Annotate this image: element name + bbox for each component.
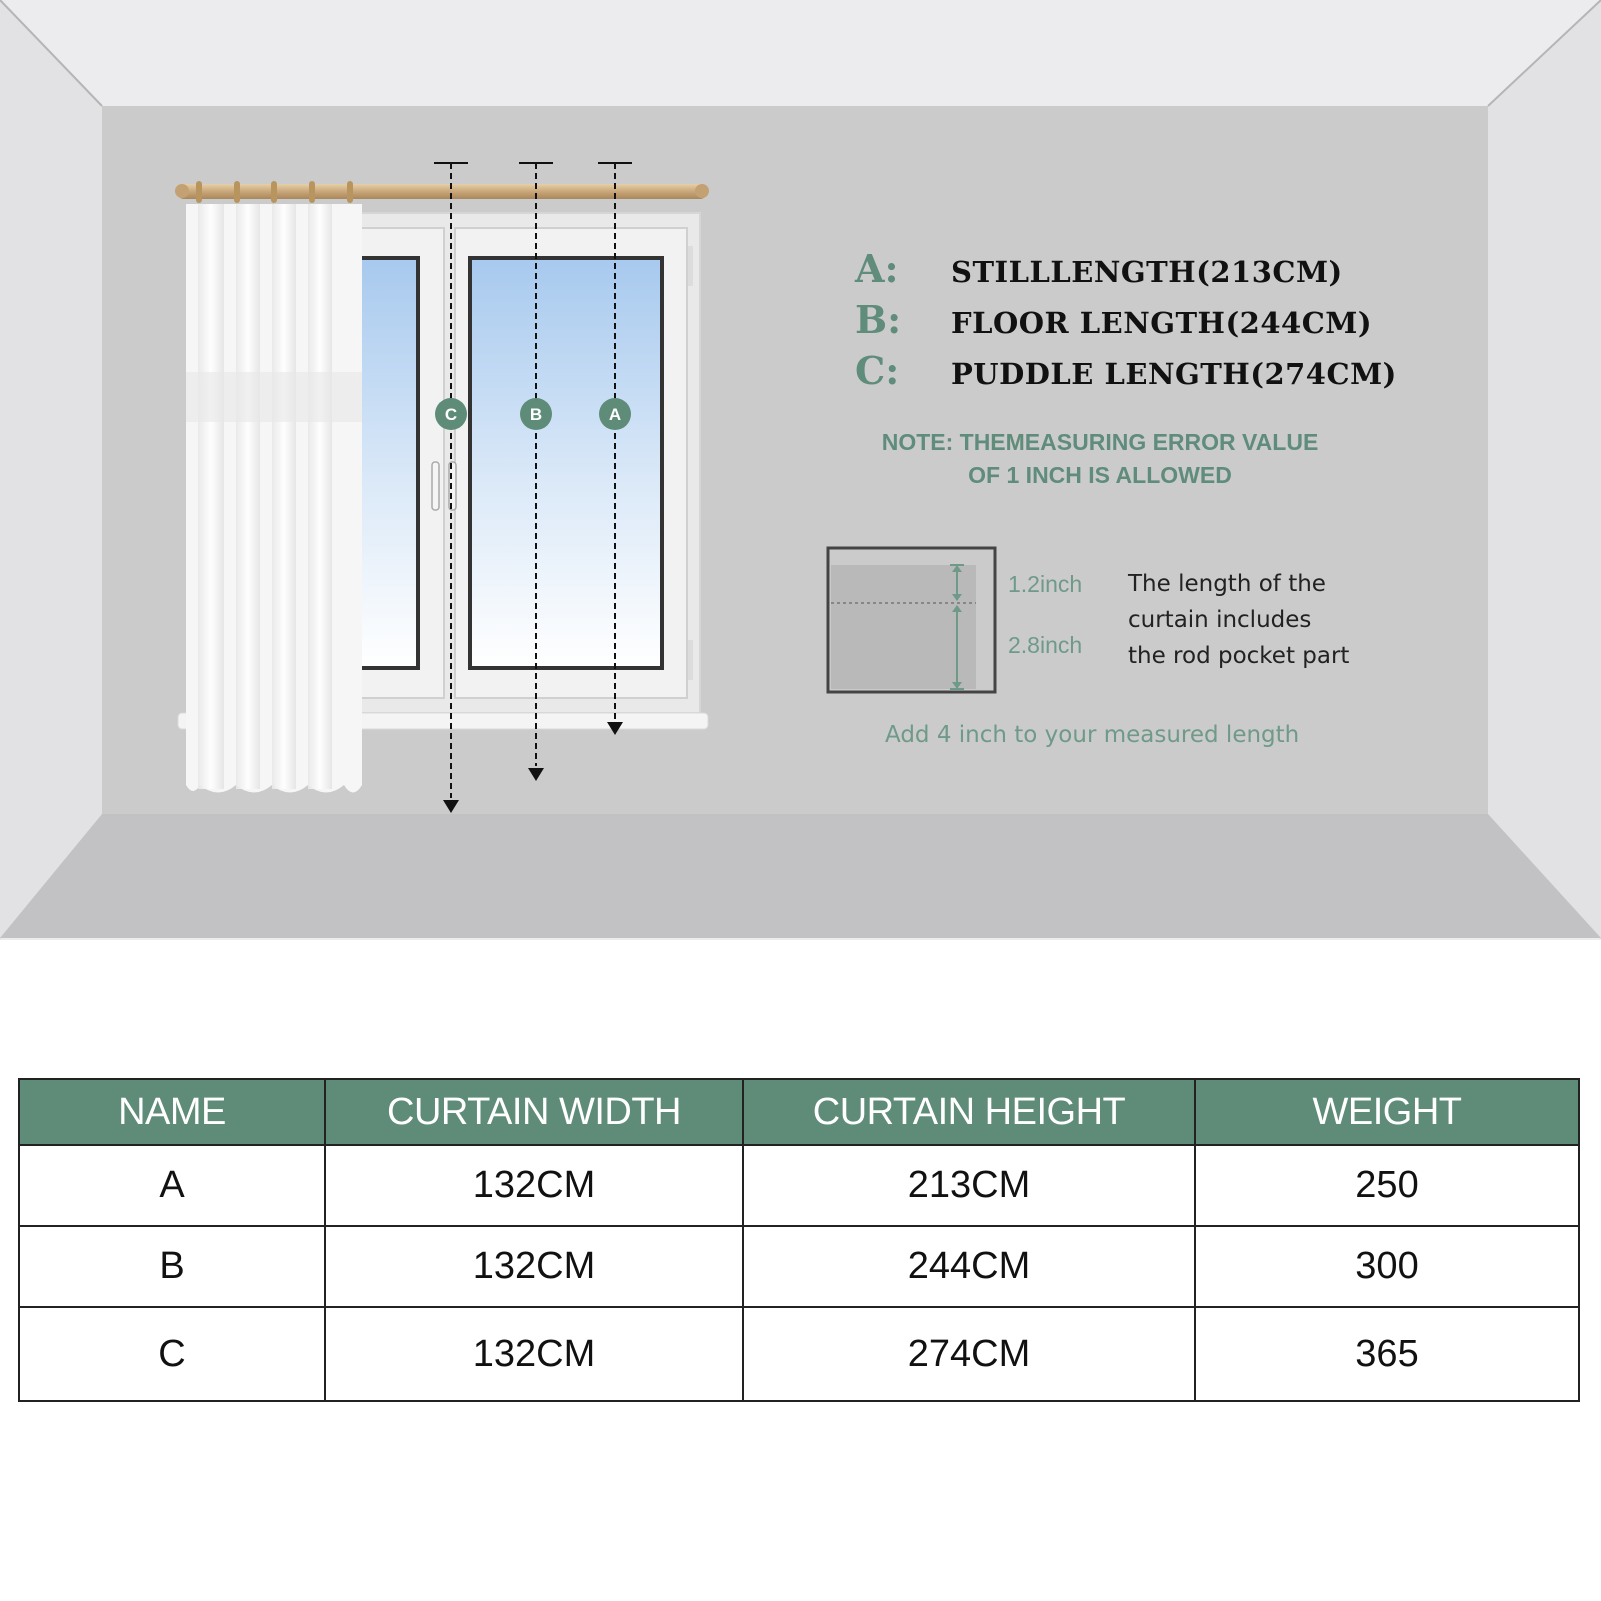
floor <box>0 814 1601 938</box>
cell-width: 132CM <box>325 1145 743 1226</box>
cell-weight: 365 <box>1195 1307 1579 1401</box>
header-name: NAME <box>19 1079 325 1145</box>
marker-b <box>520 398 552 430</box>
legend-row-b <box>855 297 1372 342</box>
header-weight: WEIGHT <box>1195 1079 1579 1145</box>
marker-a-label: A <box>608 405 622 424</box>
legend-text-b: FLOOR LENGTH(244CM) <box>951 306 1373 340</box>
cell-height: 213CM <box>743 1145 1195 1226</box>
cell-height: 274CM <box>743 1307 1195 1401</box>
legend-text-c: PUDDLE LENGTH(274CM) <box>951 357 1397 391</box>
spec-table <box>18 1078 1580 1402</box>
table-row <box>19 1226 1579 1307</box>
pocket-desc-line-1: The length of the <box>1128 571 1326 597</box>
cell-name: A <box>19 1145 325 1226</box>
legend-row-a <box>855 246 1343 291</box>
legend-text-a: STILLLENGTH(213CM) <box>951 255 1343 289</box>
cell-width: 132CM <box>325 1226 743 1307</box>
pocket-desc-line-2: curtain includes <box>1128 607 1312 633</box>
table-row <box>19 1145 1579 1226</box>
legend-letter-a: A: <box>855 246 899 291</box>
cell-width: 132CM <box>325 1307 743 1401</box>
header-curtain-width: CURTAIN WIDTH <box>325 1079 743 1145</box>
cell-weight: 300 <box>1195 1226 1579 1307</box>
table-row <box>19 1307 1579 1401</box>
note-line-1: NOTE: THEMEASURING ERROR VALUE <box>881 429 1319 455</box>
right-wall <box>1488 0 1601 940</box>
marker-b-label: B <box>529 405 543 424</box>
pocket-bottom-label: 2.8inch <box>1008 632 1083 658</box>
legend-letter-c: C: <box>855 348 900 393</box>
cell-weight: 250 <box>1195 1145 1579 1226</box>
add-length-note: Add 4 inch to your measured length <box>885 722 1300 748</box>
marker-c-label: C <box>444 405 458 424</box>
curtain <box>186 204 362 793</box>
rod-pocket-description <box>1128 566 1349 674</box>
header-curtain-height: CURTAIN HEIGHT <box>743 1079 1195 1145</box>
pocket-desc-line-3: the rod pocket part <box>1128 643 1350 669</box>
cell-height: 244CM <box>743 1226 1195 1307</box>
note-line-2: OF 1 INCH IS ALLOWED <box>968 462 1232 488</box>
rod-pocket-diagram <box>828 548 995 692</box>
left-wall <box>0 0 102 940</box>
marker-a <box>599 398 631 430</box>
measuring-error-note <box>860 426 1340 492</box>
pocket-top-label: 1.2inch <box>1008 571 1083 597</box>
cell-name: C <box>19 1307 325 1401</box>
legend-letter-b: B: <box>855 297 902 342</box>
legend-row-c <box>855 348 1397 393</box>
marker-c <box>435 398 467 430</box>
table-header-row <box>19 1079 1579 1145</box>
cell-name: B <box>19 1226 325 1307</box>
